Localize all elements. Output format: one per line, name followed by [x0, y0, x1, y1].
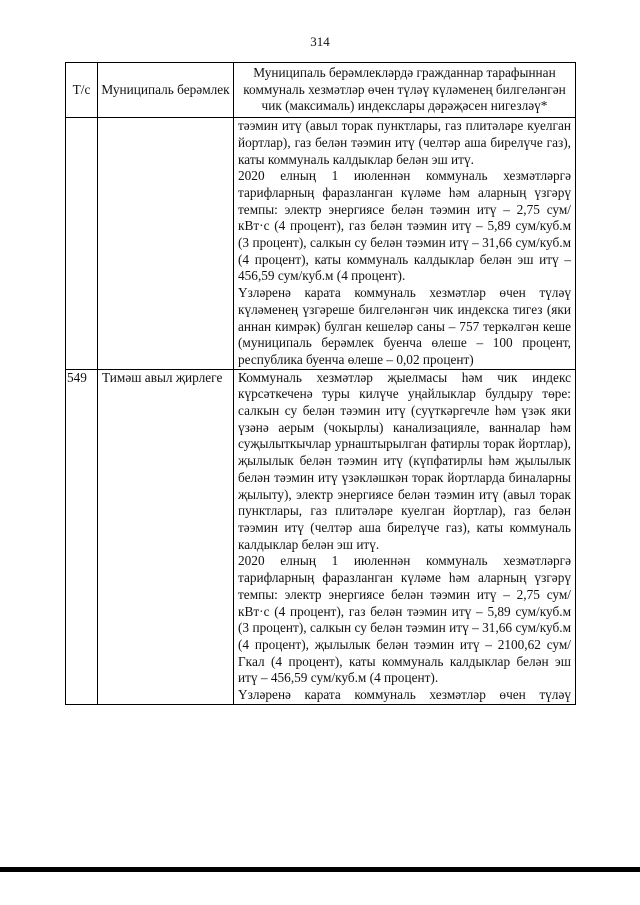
row-number — [66, 118, 98, 370]
header-number: Т/с — [66, 63, 98, 118]
row-description — [234, 369, 576, 704]
description-paragraph: Үзләренә карата коммуналь хезмәтләр өчен түләү күләменең үзгәреше билгеләнгән чик индекска тигез (яки аннан кимрәк) булган кешеләр саны – 757 теркәлгән кеше (муниципаль берәмлек буенча өлеше – 100 процент, республика буенча өлеше – 0,02 процент) — [238, 285, 571, 367]
header-municipality: Муниципаль берәмлек — [98, 63, 234, 118]
row-municipality — [98, 118, 234, 370]
description-paragraph: 2020 елның 1 июленнән коммуналь хезмәтләргә тарифларның фаразланган күләме һәм аларның үзгәрү темпы: электр энергиясе белән тәэмин итү – 2,75 сум/кВт·с (4 процент), газ белән тәэмин итү – 5,89 сум/куб.м (3 процент), салкын су белән тәэмин итү – 31,66 сум/куб.м (4 процент), каты коммуналь калдыклар белән эш итү – 456,59 сум/куб.м (4 процент). — [238, 168, 571, 284]
description-paragraph: Үзләренә карата коммуналь хезмәтләр өчен түләү — [238, 687, 571, 703]
description-paragraph: 2020 елның 1 июленнән коммуналь хезмәтләргә тарифларның фаразланган күләме һәм аларның үзгәрү темпы: электр энергиясе белән тәэмин итү – 2,75 сум/кВт·с (4 процент), газ белән тәэмин итү – 5,89 сум/куб.м (3 процент), салкын су белән тәэмин итү – 31,66 сум/куб.м (4 процент), җылылык белән тәэмин итү – 2100,62 сум/Гкал (4 процент), каты коммуналь калдыклар белән эш итү – 456,59 сум/куб.м (4 процент). — [238, 553, 571, 686]
header-description: Муниципаль берәмлекләрдә гражданнар тарафыннан коммуналь хезмәтләр өчен түләү күләменең билгеләнгән чик (максималь) индекслары дәрәҗәсен нигезләү* — [234, 63, 576, 118]
description-paragraph: тәэмин итү (авыл торак пунктлары, газ плитәләре куелган йортлар), газ белән тәэмин итү (челтәр аша бирелүче газ), каты коммуналь калдыклар белән эш итү. — [238, 118, 571, 167]
table-row — [66, 369, 576, 704]
row-municipality: Тимәш авыл җирлеге — [98, 369, 234, 704]
page-number: 314 — [310, 34, 330, 49]
description-paragraph: Коммуналь хезмәтләр җыелмасы һәм чик индекс күрсәткеченә туры килүче уңайлыклар булдыру төре: салкын су белән тәэмин итү (суүткәргечле һәм үзәк яки үзәнә аерым (чокырлы) канализацияле, ванналар һәм суҗылыткычлар урнаштырылган фатирлы торак йортлар), җылылык белән тәэмин итү (күпфатирлы һәм җылылык белән тәэмин итү үзәкләшкән торак йортларда биналарны җылыту), электр энергиясе белән тәэмин итү (авыл торак пунктлары, газ плитәләре куелган йортлар), газ белән тәэмин итү (челтәр аша бирелүче газ), каты коммуналь калдыклар белән эш итү. — [238, 369, 571, 552]
tariff-table — [65, 62, 576, 705]
table-header-row — [66, 63, 576, 118]
row-number: 549 — [66, 369, 98, 704]
bottom-scan-border — [0, 867, 640, 872]
table-row — [66, 118, 576, 370]
row-description — [234, 118, 576, 370]
